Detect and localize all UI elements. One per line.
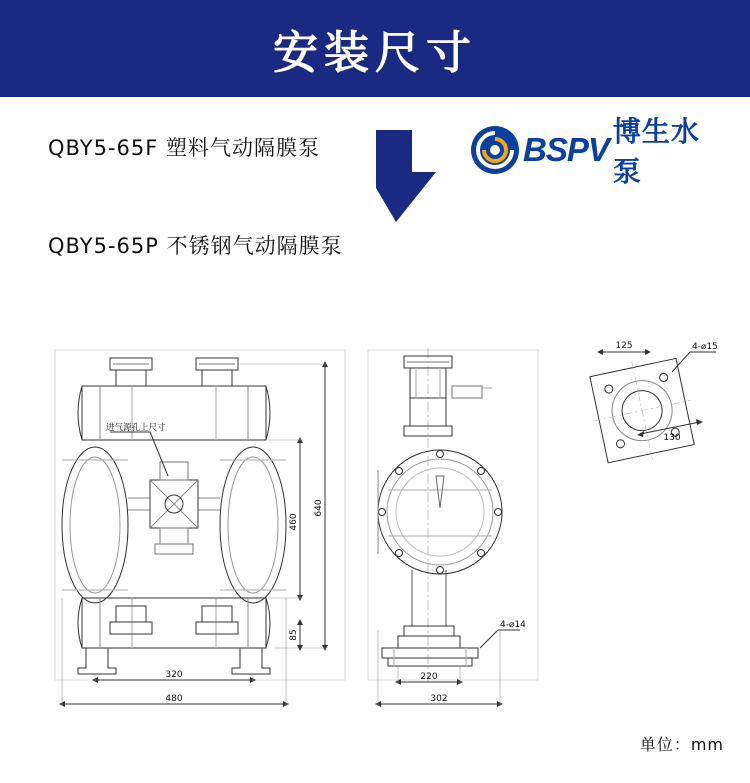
svg-text:85: 85: [289, 629, 299, 641]
svg-text:460: 460: [289, 513, 299, 531]
page-title: 安装尺寸: [272, 26, 477, 79]
svg-text:进气源孔上尺寸: 进气源孔上尺寸: [106, 423, 166, 433]
svg-text:4-⌀15: 4-⌀15: [692, 342, 718, 352]
product-model-plastic: QBY5-65F 塑料气动隔膜泵: [48, 136, 321, 160]
unit-note: 单位：mm: [639, 735, 724, 754]
brand-logo: [470, 115, 725, 188]
svg-text:130: 130: [663, 433, 681, 443]
front-view: [55, 350, 345, 707]
product-model-stainless: QBY5-65P 不锈钢气动隔膜泵: [48, 234, 343, 258]
svg-text:125: 125: [615, 341, 633, 351]
svg-text:302: 302: [430, 694, 448, 704]
header-banner: [0, 0, 750, 97]
svg-text:640: 640: [314, 499, 324, 517]
logo-chinese-text: 博生水泵: [612, 115, 700, 188]
side-view: [368, 348, 538, 707]
down-arrow-icon: [366, 128, 444, 226]
logo-mark-icon: [470, 125, 520, 175]
svg-text:220: 220: [420, 672, 438, 682]
svg-text:4-⌀14: 4-⌀14: [500, 620, 526, 630]
flange-detail-view: [583, 341, 718, 470]
technical-drawing: [0, 330, 750, 730]
svg-text:320: 320: [165, 670, 183, 680]
svg-text:480: 480: [165, 694, 183, 704]
logo-latin-text: BSPV: [523, 131, 609, 168]
